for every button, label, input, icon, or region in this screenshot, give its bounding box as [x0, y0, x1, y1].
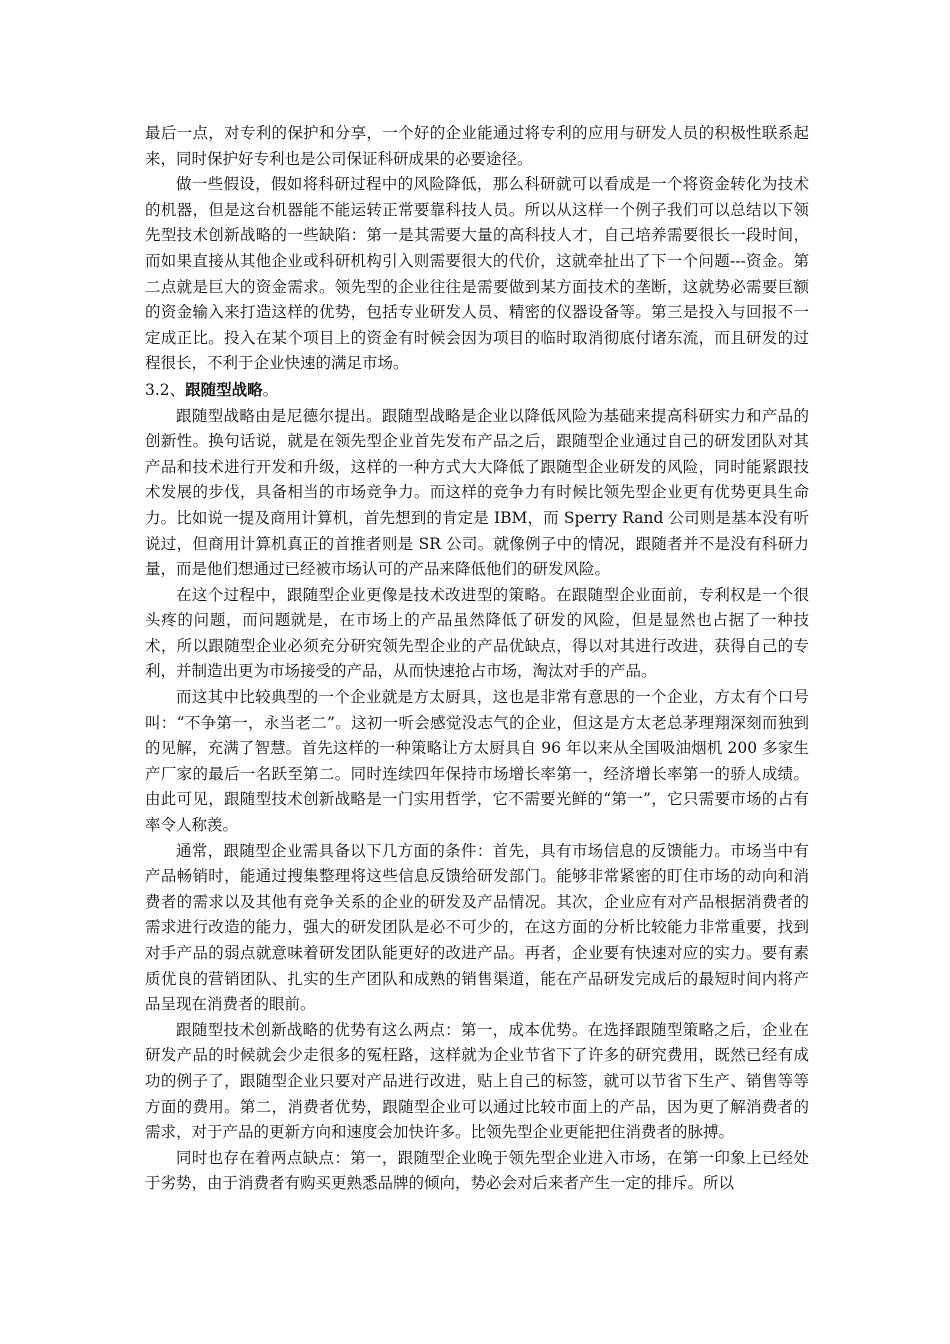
paragraph-patent-protection: 最后一点，对专利的保护和分享，一个好的企业能通过将专利的应用与研发人员的积极性联系起来，同时保护好专利也是公司保证科研成果的必要途径。	[145, 124, 809, 168]
section-title: 跟随型战略	[185, 379, 263, 399]
paragraph-leading-strategy-drawbacks: 做一些假设，假如将科研过程中的风险降低，那么科研就可以看成是一个将资金转化为技术的机器，但是这台机器能不能运转正常要靠科技人员。所以从这样一个例子我们可以总结以下领先型技术创新战略的一些缺陷：第一是其需要大量的高科技人才，自己培养需要很长一段时间，而如果直接从其他企业或科研机构引入则需要很大的代价，这就牵扯出了下一个问题---资金。第二点就是巨大的资金需求。领先型的企业往往是需要做到某方面技术的垄断，这就势必需要巨额的资金输入来打造这样的优势，包括专业研发人员、精密的仪器设备等。第三是投入与回报不一定成正比。投入在某个项目上的资金有时候会因为项目的临时取消彻底付诸东流，而且研发的过程很长，不利于企业快速的满足市场。	[145, 175, 809, 373]
section-number: 3.2、	[145, 380, 186, 399]
section-heading-end: 。	[262, 380, 279, 399]
paragraph-fotile-example: 而这其中比较典型的一个企业就是方太厨具，这也是非常有意思的一个企业，方太有个口号叫：“不争第一，永当老二”。这初一听会感觉没志气的企业，但这是方太老总茅理翔深刻而独到的见解，充满了智慧。首先这样的一种策略让方太厨具自 96 年以来从全国吸油烟机 200 多家生产厂家的最后一名跃至第二。同时连续四年保持市场增长率第一，经济增长率第一的骄人成绩。由此可见，跟随型技术创新战略是一门实用哲学，它不需要光鲜的“第一”，它只需要市场的占有率令人称羡。	[145, 688, 809, 835]
paragraph-follower-advantages: 跟随型技术创新战略的优势有这么两点：第一，成本优势。在选择跟随型策略之后，企业在研发产品的时候就会少走很多的冤枉路，这样就为企业节省下了许多的研究费用，既然已经有成功的例子了，跟随型企业只要对产品进行改进，贴上自己的标签，就可以节省下生产、销售等等方面的费用。第二，消费者优势，跟随型企业可以通过比较市面上的产品，因为更了解消费者的需求，对于产品的更新方向和速度会加快许多。比领先型企业更能把住消费者的脉搏。	[145, 1020, 809, 1142]
paragraph-follower-improvement: 在这个过程中，跟随型企业更像是技术改进型的策略。在跟随型企业面前，专利权是一个很头疼的问题，而问题就是，在市场上的产品虽然降低了研发的风险，但是显然也占据了一种技术，所以跟随型企业必须充分研究领先型企业的产品优缺点，得以对其进行改进，获得自己的专利，并制造出更为市场接受的产品，从而快速抢占市场，淘汰对手的产品。	[145, 585, 809, 681]
paragraph-follower-disadvantages: 同时也存在着两点缺点：第一，跟随型企业晚于领先型企业进入市场，在第一印象上已经处于劣势，由于消费者有购买更熟悉品牌的倾向，势必会对后来者产生一定的排斥。所以	[145, 1148, 809, 1193]
document-page	[145, 121, 809, 1197]
paragraph-follower-conditions: 通常，跟随型企业需具备以下几方面的条件：首先，具有市场信息的反馈能力。市场当中有产品畅销时，能通过搜集整理将这些信息反馈给研发部门。能够非常紧密的盯住市场的动向和消费者的需求以及其他有竞争关系的企业的研发及产品情况。其次，企业应有对产品根据消费者的需求进行改造的能力，强大的研发团队是必不可少的，在这方面的分析比较能力非常重要，找到对手产品的弱点就意味着研发团队能更好的改进产品。再者，企业要有快速对应的实力。要有素质优良的营销团队、扎实的生产团队和成熟的销售渠道，能在产品研发完成后的最短时间内将产品呈现在消费者的眼前。	[145, 841, 809, 1014]
section-heading	[145, 377, 809, 404]
paragraph-follower-strategy-intro: 跟随型战略由是尼德尔提出。跟随型战略是企业以降低风险为基础来提高科研实力和产品的创新性。换句话说，就是在领先型企业首先发布产品之后，跟随型企业通过自己的研发团队对其产品和技术进行开发和升级，这样的一种方式大大降低了跟随型企业研发的风险，同时能紧跟技术发展的步伐，具备相当的市场竞争力。而这样的竞争力有时候比领先型企业更有优势更具生命力。比如说一提及商用计算机，首先想到的肯定是 IBM，而 Sperry Rand 公司则是基本没有听说过，但商用计算机真正的首推者则是 SR 公司。就像例子中的情况，跟随者并不是没有科研力量，而是他们想通过已经被市场认可的产品来降低他们的研发风险。	[145, 406, 809, 579]
